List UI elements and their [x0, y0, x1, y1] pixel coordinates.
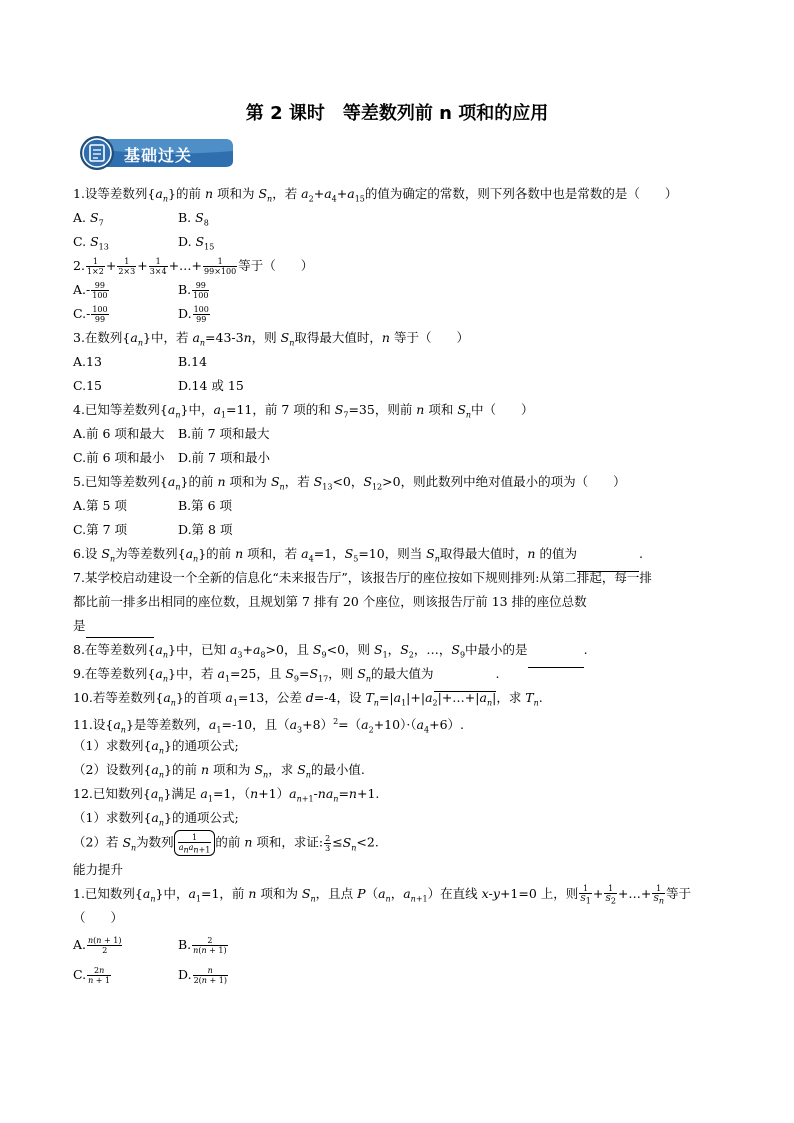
q12-part2: （2）若 $S_n$为数列 1 $a_na_{n+1}$ 的前 n 项和，求证: $\frac{2}{3}$ $\le S_n<2$. — [73, 830, 733, 854]
q5-stem: 5.已知等差数列$\{a_n\}$的前 n 项和为 $S_n$，若 $S_{13}<0$，$S_{12}>0$，则此数列中绝对值最小的项为（ ） — [73, 474, 626, 492]
q1-options-row2: C. $S_{13}$ D. $S_{15}$ — [73, 234, 215, 252]
question-list — [73, 182, 733, 990]
q5-options-row2: C.第 7 项 D.第 8 项 — [73, 522, 233, 537]
q7-line3: 是 — [73, 614, 733, 638]
q5-options-row1: A.第 5 项 B.第 6 项 — [73, 498, 233, 513]
q3-stem: 3.在数列$\{a_n\}$中，若 $a_n=43-3n$，则 $S_n$取得最大值时，n 等于（ ） — [73, 330, 469, 348]
q1-stem: 1.设等差数列$\{a_n\}$的前 n 项和为 $S_n$，若 $a_2+a_4+a_{15}$的值为确定的常数，则下列各数中也是常数的是（ ） — [73, 186, 678, 204]
q2-stem: 2. $\frac{1}{1\times 2}$ + $\frac{1}{2\times 3}$ + $\frac{1}{3\times 4}$ +…+ $\frac{1}{99\times 100}$ 等于（ ） — [73, 257, 314, 276]
q1-options-row1: A. $S_7$ B. $S_8$ — [73, 210, 209, 228]
q11-part1: （1）求数列$\{a_n\}$的通项公式; — [73, 738, 239, 756]
q7-line2: 都比前一排多出相同的座位数，且规划第 7 排有 20 个座位，则该报告厅前 13 排的座位总数 — [73, 594, 587, 609]
p1-paren: （ ） — [73, 910, 124, 925]
q4-options-row2: C.前 6 项和最小 D.前 7 项和最小 — [73, 450, 270, 465]
p1-options-row2: C. $\frac{2n}{n + 1}$ D. $\frac{n}{2(n + 1)}$ — [73, 966, 227, 985]
p1-options-row1: A. $\frac{n(n + 1)}{2}$ B. $\frac{2}{n(n + 1)}$ — [73, 936, 227, 955]
page-title: 第 2 课时 等差数列前 n 项和的应用 — [245, 103, 549, 124]
q12-part1: （1）求数列$\{a_n\}$的通项公式; — [73, 810, 239, 828]
q6-stem: 6.设 $S_n$为等差数列$\{a_n\}$的前 n 项和，若 $a_4=1$，$S_5=10$，则当 $S_n$取得最大值时，n 的值为 . — [73, 542, 733, 566]
q11-stem: 11.设$\{a_n\}$是等差数列，$a_1=-10$，且$(a_3+8)^2=(a_2+10)\cdot(a_4+6)$. — [73, 717, 464, 735]
q3-options-row2: C.15 D.14 或 15 — [73, 378, 244, 393]
q4-options-row1: A.前 6 项和最大 B.前 7 项和最大 — [73, 426, 270, 441]
q9-stem: 9.在等差数列$\{a_n\}$中，若 $a_1=25$，且 $S_9=S_{17}$，则 $S_n$的最大值为 . — [73, 662, 733, 686]
section-badge-label: 基础过关 — [124, 146, 193, 165]
q12-stem: 12.已知数列$\{a_n\}$满足 $a_1=1$，$(n+1)a_{n+1}-na_n=n+1$. — [73, 786, 380, 804]
q7-line1: 7.某学校启动建设一个全新的信息化“未来报告厅”，该报告厅的座位按如下规则排列:从第二排起，每一排 — [73, 570, 652, 585]
q2-options-row1: A.- $\frac{99}{100}$ B. $\frac{99}{100}$ — [73, 281, 209, 300]
q8-stem: 8.在等差数列$\{a_n\}$中，已知 $a_3+a_8>0$，且 $S_9<0$，则 $S_1$，$S_2$，…，$S_9$中最小的是 . — [73, 638, 733, 662]
p1-stem: 1.已知数列$\{a_n\}$中，$a_1=1$，前 n 项和为 $S_n$，且点 $P(a_n$，$a_{n+1}$）在直线 x-y+1=0 上，则 $\frac{1}{S_1}$ + $\frac{1}{S_2}$ +…+ $\frac{1}{S_n}$ 等于 — [73, 883, 692, 906]
q3-options-row1: A.13 B.14 — [73, 354, 208, 369]
q10-stem: 10.若等差数列$\{a_n\}$的首项 $a_1=13$，公差 d=-4，设 $T_n=|a_1|+|a_2|+\dots+|a_n|$，求 $T_n$. — [73, 690, 543, 708]
q4-stem: 4.已知等差数列$\{a_n\}$中，$a_1=11$，前 7 项的和 $S_7=35$，则前 n 项和 $S_n$中（ ） — [73, 402, 534, 420]
q2-options-row2: C.- $\frac{100}{99}$ D. $\frac{100}{99}$ — [73, 305, 209, 324]
q11-part2: （2）设数列$\{a_n\}$的前 n 项和为 $S_n$，求 $S_n$的最小值. — [73, 762, 365, 780]
section2-heading: 能力提升 — [73, 862, 124, 877]
